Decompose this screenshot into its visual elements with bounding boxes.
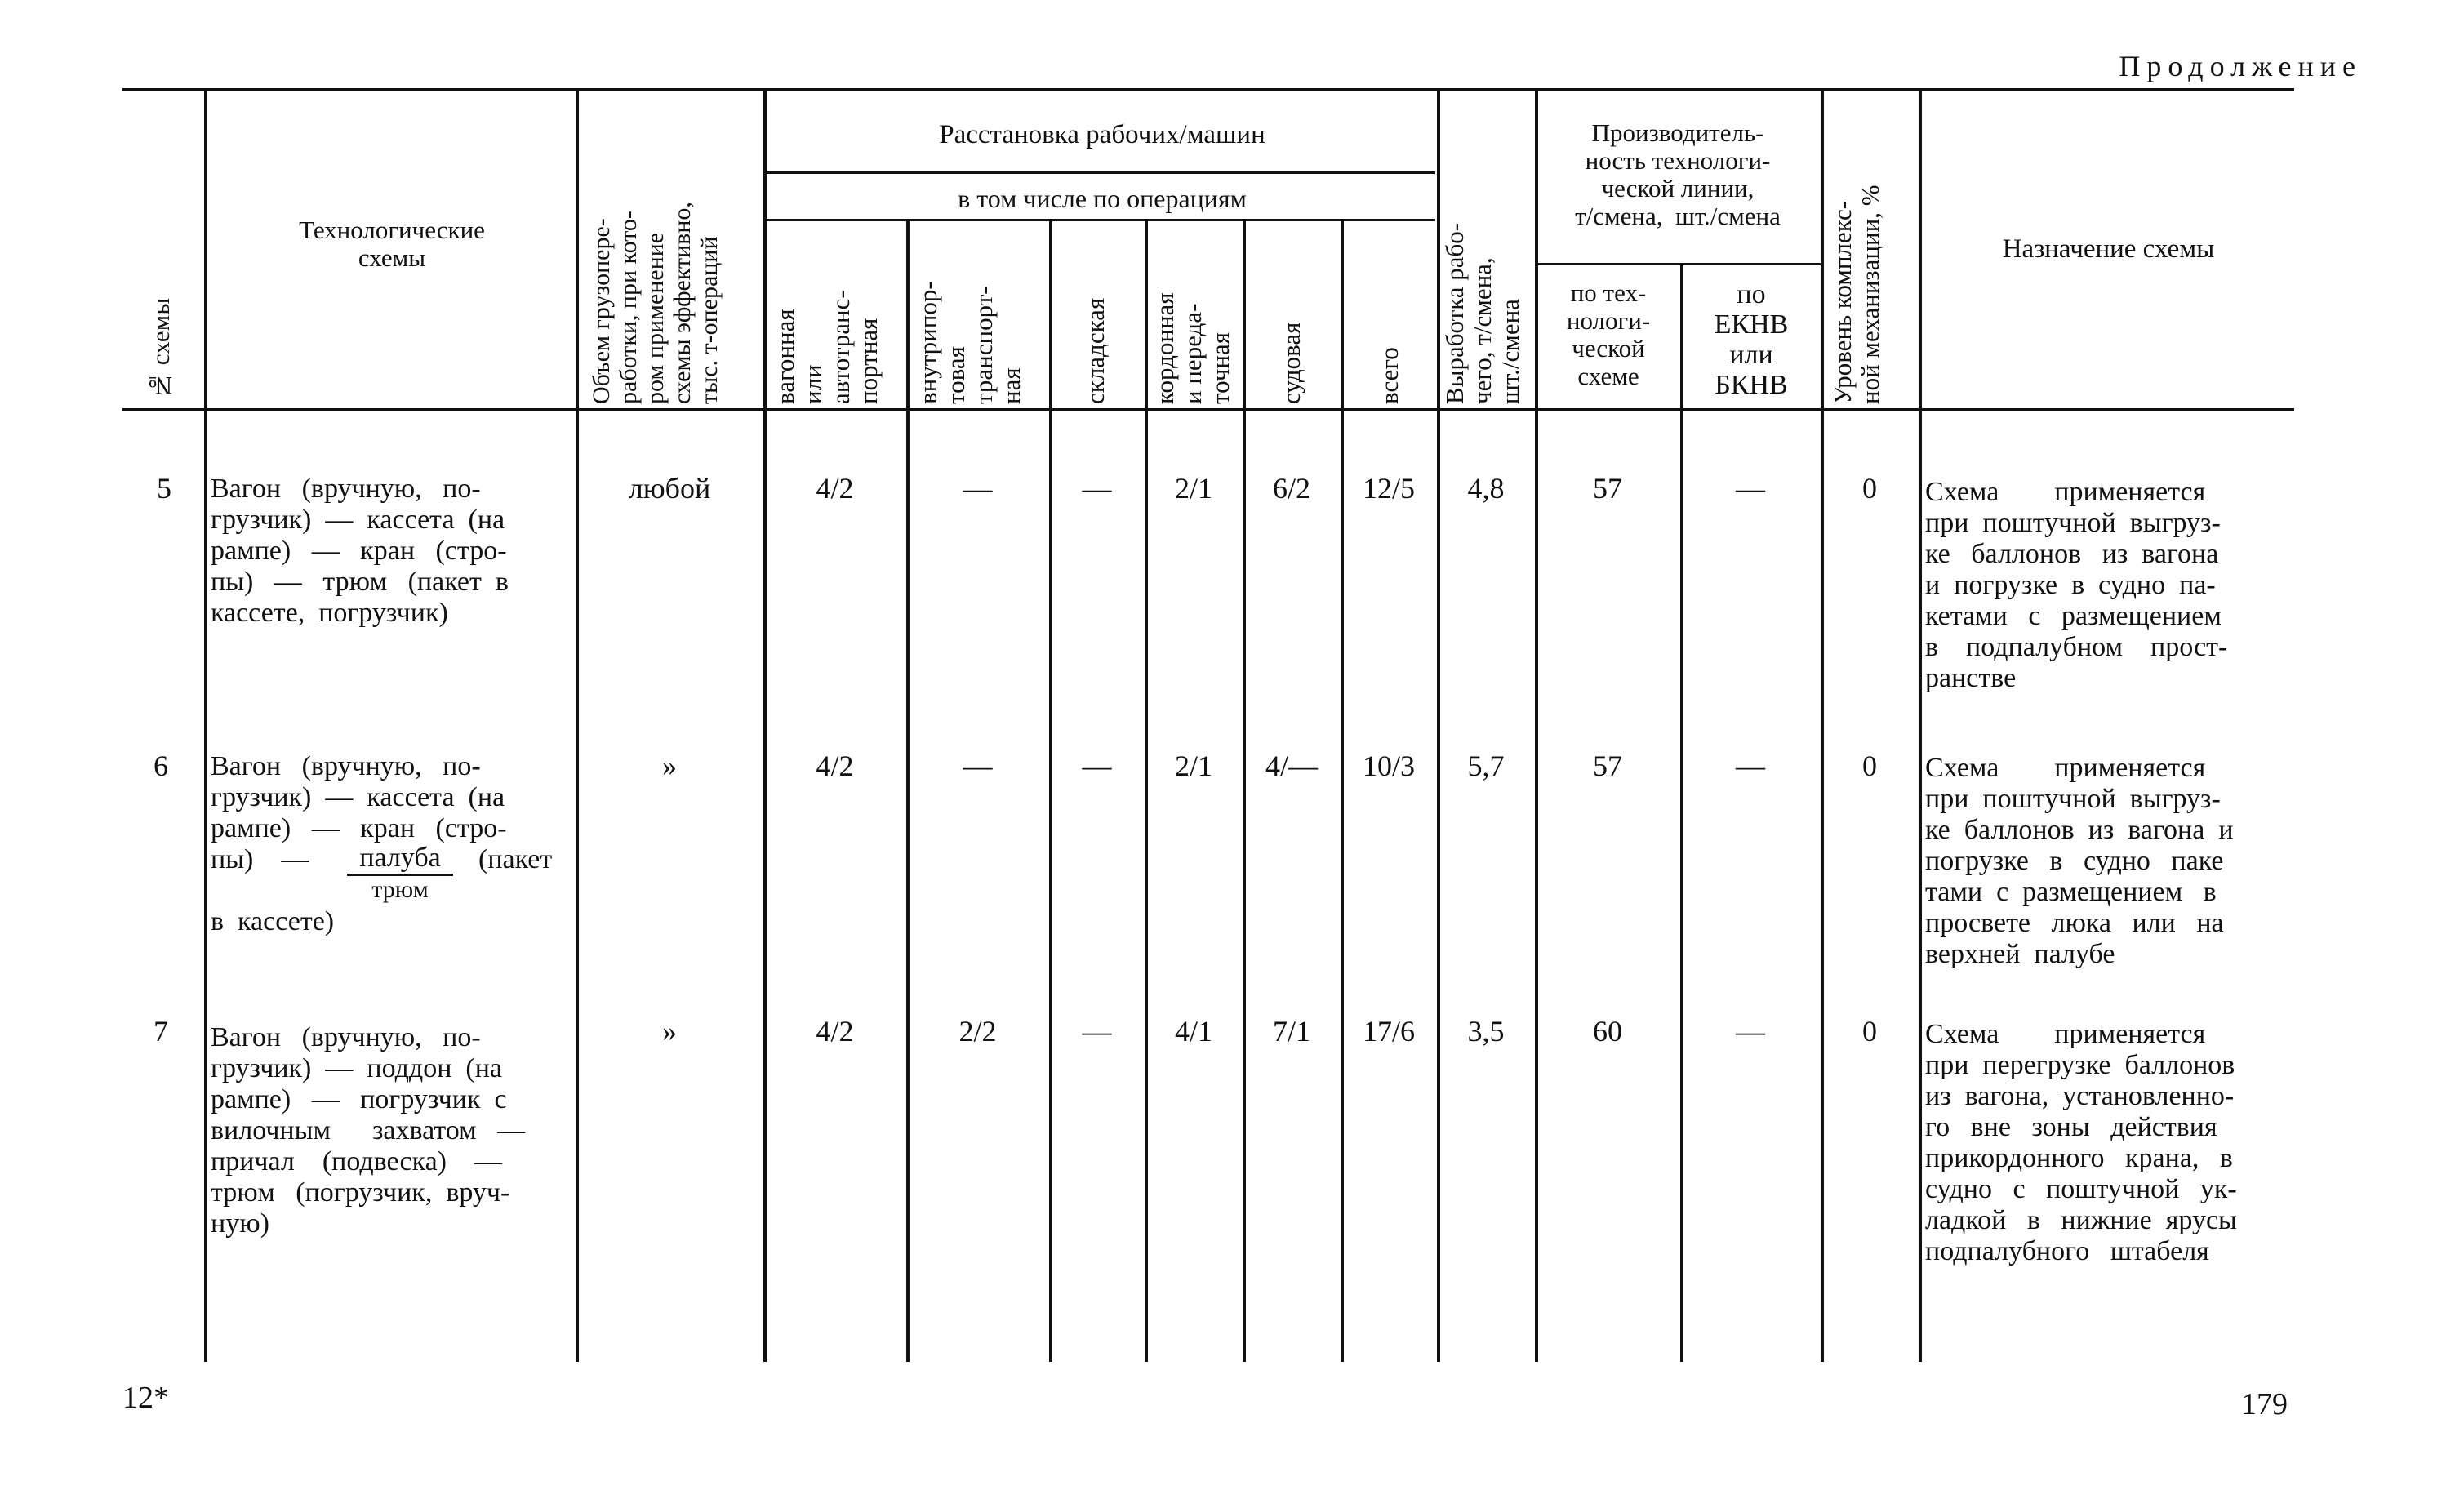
row5-store: — (1082, 472, 1112, 505)
row7-inner: 2/2 (958, 1015, 997, 1048)
row7-mech: 0 (1862, 1015, 1877, 1048)
header-op-store: складская (1081, 297, 1110, 404)
row5-purpose: Схема применяется при поштучной выгруз- ке баллонов из вагона и погрузке в судно па- кетами с размещением в подпалубном прост- ранстве (1925, 477, 2228, 693)
row5-tech: Вагон (вручную, по- грузчик) — кассета (на рампе) — кран (стро- пы) — трюм (пакет в кассете, погрузчик) (211, 474, 509, 628)
row6-tech-frac (347, 844, 453, 904)
row7-tech: Вагон (вручную, по- грузчик) — поддон (на рампе) — погрузчик с вилочным захватом — причал (подвеска) — трюм (погрузчик, вруч- ную) (211, 1022, 526, 1239)
row6-total: 10/3 (1362, 750, 1415, 782)
table-top-border (122, 88, 2294, 91)
row6-tech-after: (пакет (478, 844, 553, 874)
row7-no: 7 (153, 1015, 168, 1048)
header-bottom-border (122, 408, 2294, 411)
row6-volume: » (662, 750, 677, 782)
row6-tech: Вагон (вручную, по- грузчик) — кассета (на рампе) — кран (стро- пы) — (211, 751, 507, 874)
header-output: Выработка рабо- чего, т/смена, шт./смена (1440, 222, 1524, 404)
row6-tech-frac-top: палуба (347, 844, 453, 876)
row7-ship: 7/1 (1272, 1015, 1310, 1048)
row7-store: — (1082, 1015, 1112, 1048)
row5-total: 12/5 (1362, 472, 1415, 505)
header-op-cordon: кордонная и переда- точная (1150, 292, 1234, 404)
row6-inner: — (963, 750, 993, 782)
header-purpose: Назначение схемы (2002, 234, 2215, 264)
header-mech-level: Уровень комплекс- ной механизации, % (1828, 185, 1884, 404)
row7-prod-scheme: 60 (1593, 1015, 1622, 1048)
col-sep-11 (1680, 265, 1683, 1362)
row6-tech-frac-bottom: трюм (371, 876, 429, 903)
row6-store: — (1082, 750, 1112, 782)
productivity-divider (1535, 263, 1821, 265)
col-sep-4 (906, 220, 910, 1362)
row6-purpose: Схема применяется при поштучной выгруз- ке баллонов из вагона и погрузке в судно паке тами с размещением в просвете люка или на верхней палубе (1925, 753, 2234, 969)
ops-divider (766, 219, 1435, 221)
col-sep-6 (1145, 220, 1148, 1362)
row5-output: 4,8 (1467, 472, 1505, 505)
row7-volume: » (662, 1015, 677, 1048)
row6-prod-scheme: 57 (1593, 750, 1622, 782)
row7-prod-eknv: — (1736, 1015, 1765, 1048)
header-prod-eknv: по ЕКНВ или БКНВ (1714, 279, 1789, 400)
row5-wagon: 4/2 (816, 472, 854, 505)
header-volume: Объем грузопере- работки, при кото- ром применение схемы эффективно, тыс. т-операций (588, 202, 723, 404)
row5-ship: 6/2 (1272, 472, 1310, 505)
page-number: 179 (2241, 1387, 2288, 1421)
col-sep-13 (1919, 91, 1922, 1362)
row6-wagon: 4/2 (816, 750, 854, 782)
header-by-ops: в том числе по операциям (958, 184, 1247, 213)
header-total: всего (1375, 347, 1403, 404)
row7-total: 17/6 (1362, 1015, 1415, 1048)
row7-wagon: 4/2 (816, 1015, 854, 1048)
col-sep-7 (1243, 220, 1246, 1362)
header-productivity: Производитель- ность технологи- ческой линии, т/смена, шт./смена (1575, 118, 1781, 230)
row6-mech: 0 (1862, 750, 1877, 782)
row6-cordon: 2/1 (1174, 750, 1212, 782)
row5-no: 5 (157, 472, 171, 505)
row5-cordon: 2/1 (1174, 472, 1212, 505)
header-op-ship: судовая (1277, 322, 1305, 404)
row6-prod-eknv: — (1736, 750, 1765, 782)
row7-purpose: Схема применяется при перегрузке баллонов из вагона, установленно- го вне зоны действия прикордонного крана, в судно с поштучной ук- ладкой в нижние ярусы подпалубного штабеля (1925, 1019, 2237, 1266)
header-op-wagon: вагонная или автотранс- портная (771, 290, 883, 404)
col-sep-5 (1049, 220, 1052, 1362)
row6-tech-last: в кассете) (211, 906, 335, 936)
header-tech: Технологические схемы (299, 216, 485, 272)
row6-output: 5,7 (1467, 750, 1505, 782)
col-sep-3 (763, 91, 767, 1362)
col-sep-1 (204, 91, 207, 1362)
row6-ship: 4/— (1265, 750, 1318, 782)
continuation-label: Продолжение (2119, 50, 2362, 82)
row5-prod-eknv: — (1736, 472, 1765, 505)
header-prod-scheme: по тех- нологи- ческой схеме (1566, 278, 1651, 390)
header-placement: Расстановка рабочих/машин (939, 120, 1265, 149)
col-sep-12 (1821, 91, 1824, 1362)
row5-inner: — (963, 472, 993, 505)
row5-mech: 0 (1862, 472, 1877, 505)
footer-left-mark: 12* (122, 1381, 169, 1415)
col-sep-8 (1341, 220, 1344, 1362)
row5-prod-scheme: 57 (1593, 472, 1622, 505)
header-op-inner: внутрипор- товая транспорт- ная (914, 281, 1025, 404)
row7-cordon: 4/1 (1174, 1015, 1212, 1048)
placement-divider (766, 171, 1435, 174)
row6-no: 6 (153, 750, 168, 782)
header-scheme-no: № схемы (146, 297, 175, 400)
row7-output: 3,5 (1467, 1015, 1505, 1048)
row5-volume: любой (628, 472, 711, 505)
col-sep-2 (576, 91, 579, 1362)
